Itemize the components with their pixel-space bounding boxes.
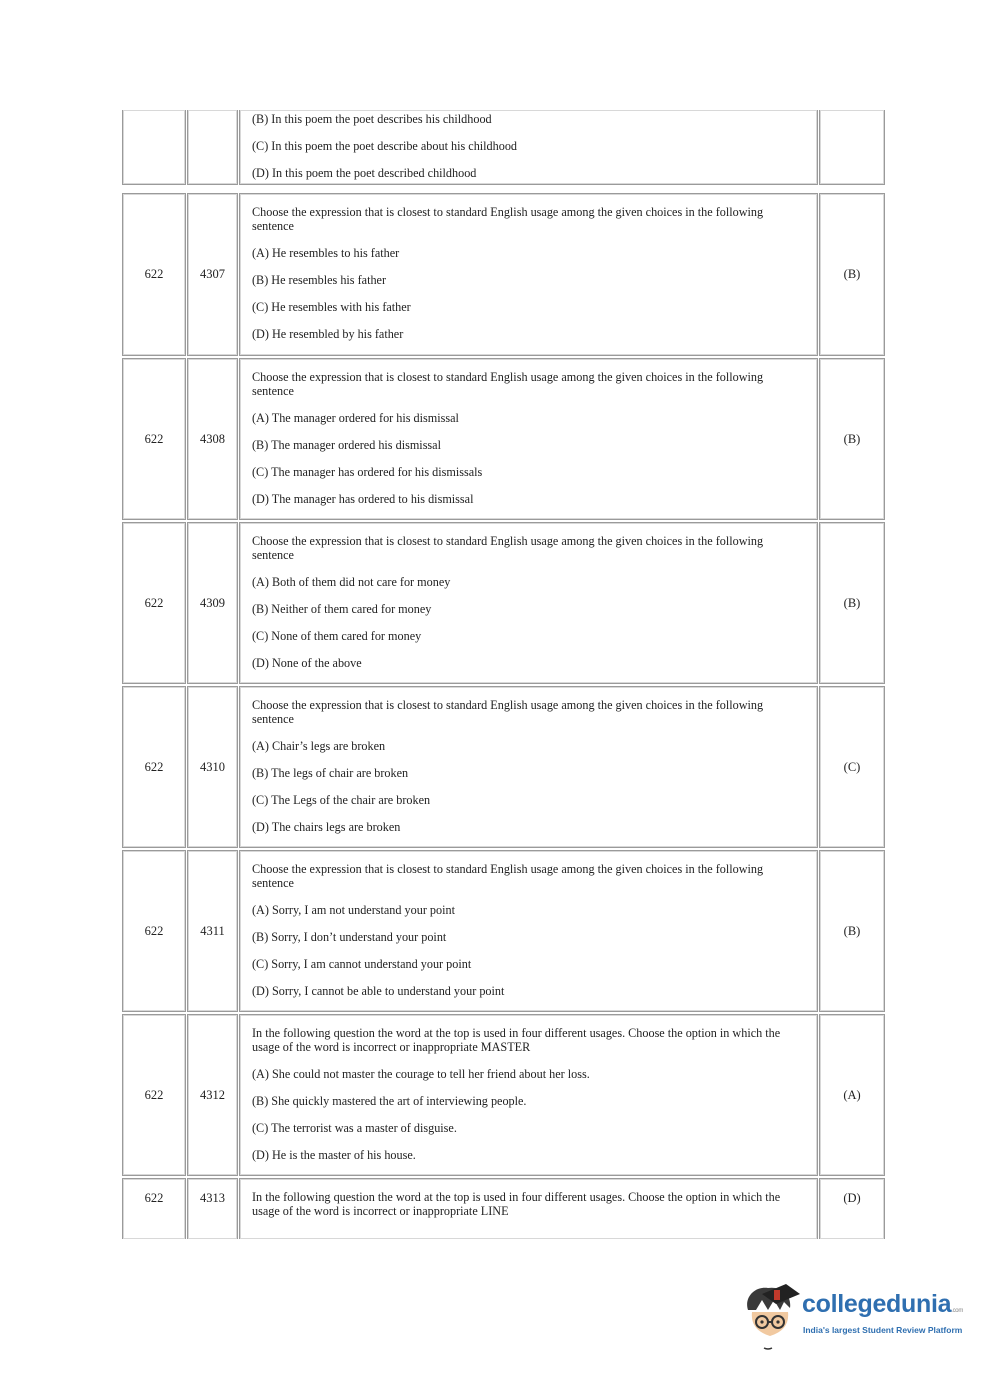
option-text: (D) He resembled by his father — [252, 327, 404, 341]
table-row — [122, 522, 885, 684]
option-text: (D) He is the master of his house. — [252, 1148, 416, 1162]
question-stem: In the following question the word at the top is used in four different usages. Choose the option in which the usage of the word is incorrect or inappropriate MASTER — [252, 1026, 781, 1054]
option-text: (B) Neither of them cared for money — [252, 602, 432, 616]
option-text: (D) In this poem the poet described childhood — [252, 166, 477, 180]
option-text: (A) Sorry, I am not understand your point — [252, 903, 455, 917]
question-cell — [239, 1178, 818, 1239]
option-text: (C) The terrorist was a master of disguise. — [252, 1121, 457, 1135]
question-cell — [239, 1014, 818, 1176]
brand-tm: .com — [951, 1308, 964, 1314]
serial-cell — [122, 110, 186, 185]
question-id-cell: 4313 — [187, 1178, 238, 1239]
answer-cell: (A) — [819, 1014, 885, 1176]
question-id-cell: 4310 — [187, 686, 238, 848]
answer-cell: (B) — [819, 522, 885, 684]
answer-cell: (B) — [819, 358, 885, 520]
option-text: (C) He resembles with his father — [252, 300, 411, 314]
question-id-cell: 4307 — [187, 193, 238, 356]
question-stem: Choose the expression that is closest to standard English usage among the given choices in the following sentence — [252, 370, 764, 398]
serial-cell: 622 — [122, 686, 186, 848]
mascot-icon — [740, 1280, 802, 1352]
option-text: (C) Sorry, I am cannot understand your point — [252, 957, 472, 971]
option-text: (A) Both of them did not care for money — [252, 575, 451, 589]
option-text: (B) The manager ordered his dismissal — [252, 438, 441, 452]
table-row — [122, 1178, 885, 1239]
answer-cell: (C) — [819, 686, 885, 848]
option-text: (C) The manager has ordered for his dismissals — [252, 465, 483, 479]
question-id-cell — [187, 110, 238, 185]
option-text: (B) In this poem the poet describes his childhood — [252, 112, 492, 126]
option-text: (A) He resembles to his father — [252, 246, 400, 260]
serial-cell: 622 — [122, 358, 186, 520]
question-id-cell: 4309 — [187, 522, 238, 684]
option-text: (D) The chairs legs are broken — [252, 820, 401, 834]
table-row — [122, 193, 885, 356]
answer-cell: (B) — [819, 193, 885, 356]
option-text: (D) Sorry, I cannot be able to understand your point — [252, 984, 505, 998]
serial-cell: 622 — [122, 850, 186, 1012]
question-cell — [239, 522, 818, 684]
option-text: (C) In this poem the poet describe about his childhood — [252, 139, 518, 153]
question-stem: Choose the expression that is closest to standard English usage among the given choices in the following sentence — [252, 698, 764, 726]
question-stem: In the following question the word at the top is used in four different usages. Choose the option in which the usage of the word is incorrect or inappropriate LINE — [252, 1190, 781, 1218]
option-text: (D) None of the above — [252, 656, 362, 670]
option-text: (B) The legs of chair are broken — [252, 766, 409, 780]
option-text: (D) The manager has ordered to his dismissal — [252, 492, 474, 506]
brand-tagline: India's largest Student Review Platform — [803, 1325, 963, 1335]
table-row — [122, 110, 885, 185]
question-table — [122, 110, 885, 1239]
question-stem: Choose the expression that is closest to standard English usage among the given choices in the following sentence — [252, 534, 764, 562]
serial-cell: 622 — [122, 1178, 186, 1239]
question-id-cell: 4311 — [187, 850, 238, 1012]
question-cell — [239, 193, 818, 356]
option-text: (B) He resembles his father — [252, 273, 387, 287]
answer-cell: (D) — [819, 1178, 885, 1239]
collegedunia-logo — [740, 1280, 970, 1360]
serial-cell: 622 — [122, 522, 186, 684]
question-cell — [239, 850, 818, 1012]
option-text: (C) None of them cared for money — [252, 629, 422, 643]
table-row — [122, 1014, 885, 1176]
brand-name: collegedunia.com — [802, 1290, 964, 1318]
question-stem: Choose the expression that is closest to standard English usage among the given choices in the following sentence — [252, 205, 764, 233]
option-text: (A) Chair’s legs are broken — [252, 739, 386, 753]
option-text: (A) She could not master the courage to tell her friend about her loss. — [252, 1067, 590, 1081]
table-row — [122, 358, 885, 520]
answer-cell: (B) — [819, 850, 885, 1012]
table-row — [122, 850, 885, 1012]
question-cell — [239, 686, 818, 848]
question-id-cell: 4308 — [187, 358, 238, 520]
answer-cell — [819, 110, 885, 185]
table-row — [122, 686, 885, 848]
question-cell — [239, 110, 818, 185]
option-text: (C) The Legs of the chair are broken — [252, 793, 431, 807]
question-stem: Choose the expression that is closest to standard English usage among the given choices in the following sentence — [252, 862, 764, 890]
question-id-cell: 4312 — [187, 1014, 238, 1176]
question-cell — [239, 358, 818, 520]
serial-cell: 622 — [122, 1014, 186, 1176]
option-text: (A) The manager ordered for his dismissal — [252, 411, 459, 425]
option-text: (B) Sorry, I don’t understand your point — [252, 930, 447, 944]
option-text: (B) She quickly mastered the art of interviewing people. — [252, 1094, 527, 1108]
serial-cell: 622 — [122, 193, 186, 356]
